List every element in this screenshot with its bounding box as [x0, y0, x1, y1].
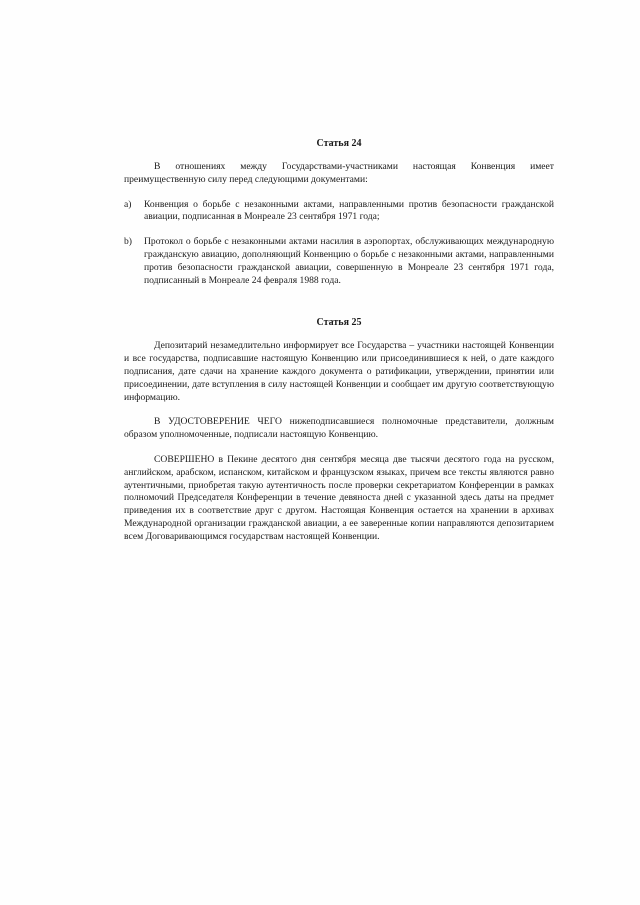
witness-paragraph: В УДОСТОВЕРЕНИЕ ЧЕГО нижеподписавшиеся полномочные представители, должным образом уполномоченные, подписали настоящую Конвенцию. [124, 416, 554, 441]
list-item-a [124, 199, 554, 225]
list-text-b: Протокол о борьбе с незаконными актами насилия в аэропортах, обслуживающих международную гражданскую авиацию, дополняющий Конвенцию о борьбе с незаконными актами, направленными против безопасности гражданской авиации, совершенную в Монреале 23 сентября 1971 года, подписанный в Монреале 24 февраля 1988 года. [144, 236, 554, 286]
article-24-list [124, 199, 554, 288]
done-paragraph: СОВЕРШЕНО в Пекине десятого дня сентября месяца две тысячи десятого года на русском, английском, арабском, испанском, китайском и французском языках, причем все тексты являются равно аутентичными, приобретая такую аутентичность после проверки секретариатом Конференции в рамках полномочий Председателя Конференции в течение девяноста дней с указанной здесь даты на предмет приведения их в соответствие друг с другом. Настоящая Конвенция остается на хранении в архивах Международной организации гражданской авиации, а ее заверенные копии направляются депозитарием всем Договаривающимся государствам настоящей Конвенции. [124, 453, 554, 542]
article-25-paragraph: Депозитарий незамедлительно информирует все Государства – участники настоящей Конвенции и все государства, подписавшие настоящую Конвенцию или присоединившиеся к ней, о дате каждого подписания, дате сдачи на хранение каждого документа о ратификации, утверждении, принятии или присоединении, дате вступления в силу настоящей Конвенции и сообщает им другую соответствующую информацию. [124, 340, 554, 403]
list-item-b [124, 236, 554, 287]
section-spacer [124, 299, 554, 317]
list-marker-b: b) [124, 236, 132, 248]
list-marker-a: a) [124, 198, 132, 210]
article-25-heading: Статья 25 [316, 317, 362, 329]
article-24-intro: В отношениях между Государствами-участниками настоящая Конвенция имеет преимущественную силу перед следующими документами: [124, 161, 554, 185]
document-body [124, 138, 554, 556]
article-24-heading: Статья 24 [316, 138, 362, 149]
list-text-a: Конвенция о борьбе с незаконными актами, направленными против безопасности гражданской авиации, подписанная в Монреале 23 сентября 1971 года; [144, 198, 554, 223]
